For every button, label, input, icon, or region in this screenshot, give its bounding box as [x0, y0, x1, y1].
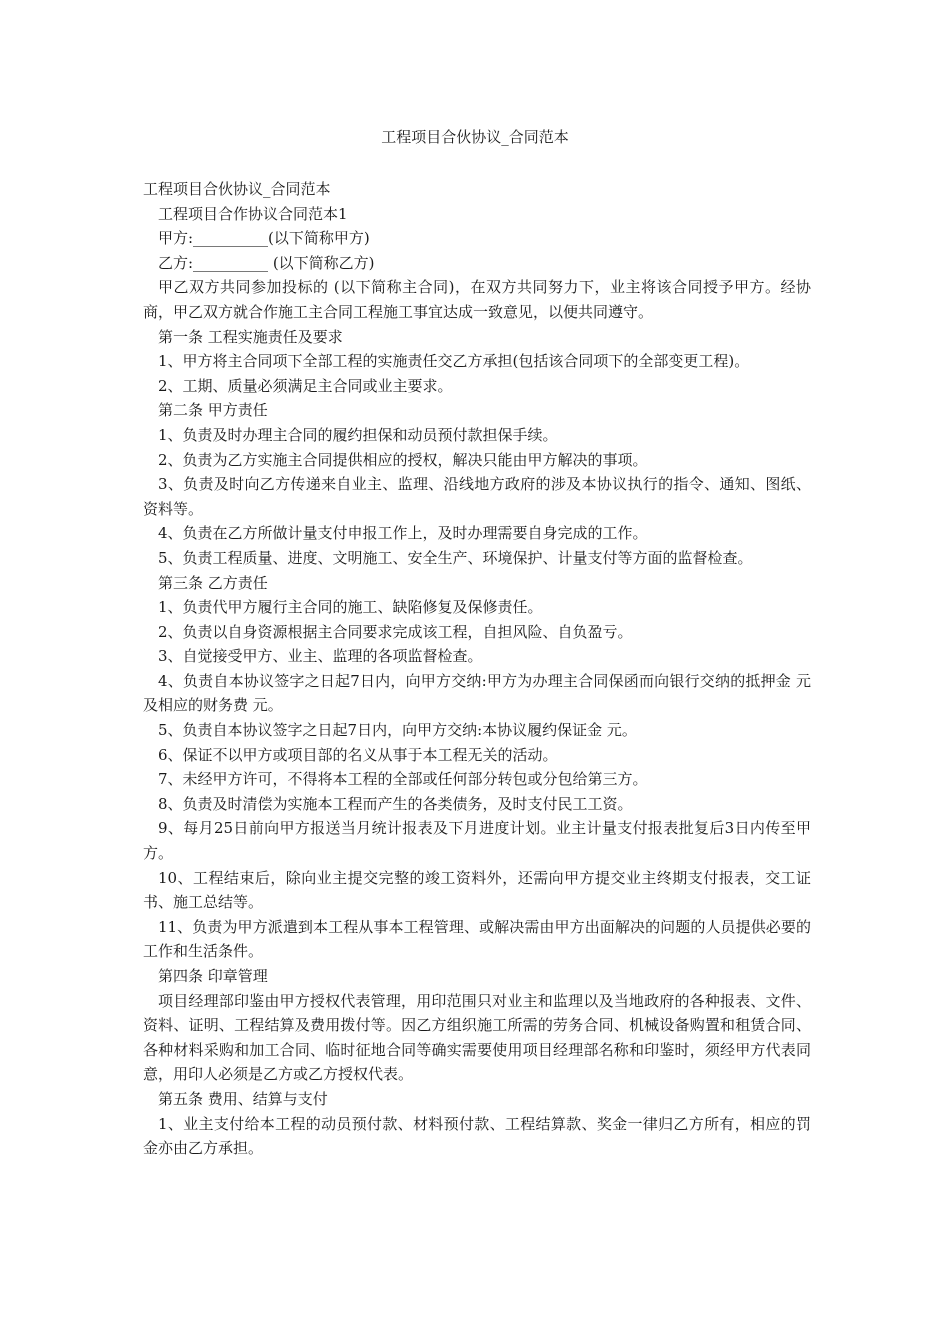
article-2-item-5: 5、负责工程质量、进度、文明施工、安全生产、环境保护、计量支付等方面的监督检查。 — [158, 548, 753, 567]
party-b-line: 乙方:__________ (以下简称乙方) — [158, 253, 375, 272]
document-title: 工程项目合伙协议_合同范本 — [381, 128, 569, 146]
article-3-item-9: 9、每月25日前向甲方报送当月统计报表及下月进度计划。业主计量支付报表批复后3日内传至甲方。 — [143, 819, 811, 863]
article-5-item-1: 1、业主支付给本工程的动员预付款、材料预付款、工程结算款、奖金一律归乙方所有，相应的罚金亦由乙方承担。 — [143, 1114, 811, 1158]
article-3-item-11: 11、负责为甲方派遣到本工程从事本工程管理、或解决需由甲方出面解决的问题的人员提供必要的工作和生活条件。 — [143, 917, 811, 961]
article-3-heading: 第三条 乙方责任 — [158, 573, 268, 592]
article-2-item-3: 3、负责及时向乙方传递来自业主、监理、沿线地方政府的涉及本协议执行的指令、通知、图纸、资料等。 — [143, 475, 811, 518]
article-3-item-8: 8、负责及时清偿为实施本工程而产生的各类债务，及时支付民工工资。 — [158, 794, 633, 813]
document-heading: 工程项目合伙协议_合同范本 — [143, 180, 331, 198]
article-2-item-2: 2、负责为乙方实施主合同提供相应的授权，解决只能由甲方解决的事项。 — [158, 450, 648, 469]
article-4-heading: 第四条 印章管理 — [158, 967, 268, 985]
article-5-heading: 第五条 费用、结算与支付 — [158, 1089, 328, 1108]
article-2-heading: 第二条 甲方责任 — [158, 401, 268, 420]
article-1-heading: 第一条 工程实施责任及要求 — [158, 327, 343, 346]
article-3-item-5: 5、负责自本协议签字之日起7日内，向甲方交纳:本协议履约保证金 元。 — [158, 721, 637, 740]
party-a-line: 甲方:__________(以下简称甲方) — [158, 229, 370, 248]
article-3-item-2: 2、负责以自身资源根据主合同要求完成该工程，自担风险、自负盈亏。 — [158, 622, 633, 641]
article-1-item-1: 1、甲方将主合同项下全部工程的实施责任交乙方承担(包括该合同项下的全部变更工程)。 — [158, 352, 750, 371]
article-3-item-4: 4、负责自本协议签字之日起7日内，向甲方交纳:甲方为办理主合同保函而向银行交纳的抵押金 元及相应的财务费 元。 — [143, 671, 811, 715]
article-2-item-4: 4、负责在乙方所做计量支付申报工作上，及时办理需要自身完成的工作。 — [158, 524, 648, 543]
article-3-item-1: 1、负责代甲方履行主合同的施工、缺陷修复及保修责任。 — [158, 598, 543, 617]
preamble-paragraph: 甲乙双方共同参加投标的 (以下简称主合同)，在双方共同努力下，业主将该合同授予甲方。经协商，甲乙双方就合作施工主合同工程施工事宜达成一致意见，以便共同遵守。 — [143, 278, 811, 321]
article-3-item-7: 7、未经甲方许可，不得将本工程的全部或任何部分转包或分包给第三方。 — [158, 770, 648, 789]
article-4-paragraph: 项目经理部印鉴由甲方授权代表管理，用印范围只对业主和监理以及当地政府的各种报表、文件、资料、证明、工程结算及费用拨付等。因乙方组织施工所需的劳务合同、机械设备购置和租赁合同、各种材料采购和加工合同、临时征地合同等确实需要使用项目经理部名称和印鉴时，须经甲方代表同意，用印人必须是乙方或乙方授权代表。 — [143, 991, 811, 1084]
article-3-item-3: 3、自觉接受甲方、业主、监理的各项监督检查。 — [158, 647, 483, 666]
article-3-item-10: 10、工程结束后，除向业主提交完整的竣工资料外，还需向甲方提交业主终期支付报表，交工证书、施工总结等。 — [143, 868, 811, 912]
article-2-item-1: 1、负责及时办理主合同的履约担保和动员预付款担保手续。 — [158, 425, 558, 444]
article-1-item-2: 2、工期、质量必须满足主合同或业主要求。 — [158, 376, 453, 395]
article-3-item-6: 6、保证不以甲方或项目部的名义从事于本工程无关的活动。 — [158, 745, 558, 764]
document-body — [143, 177, 811, 1161]
contract-subtitle: 工程项目合作协议合同范本1 — [158, 204, 348, 223]
